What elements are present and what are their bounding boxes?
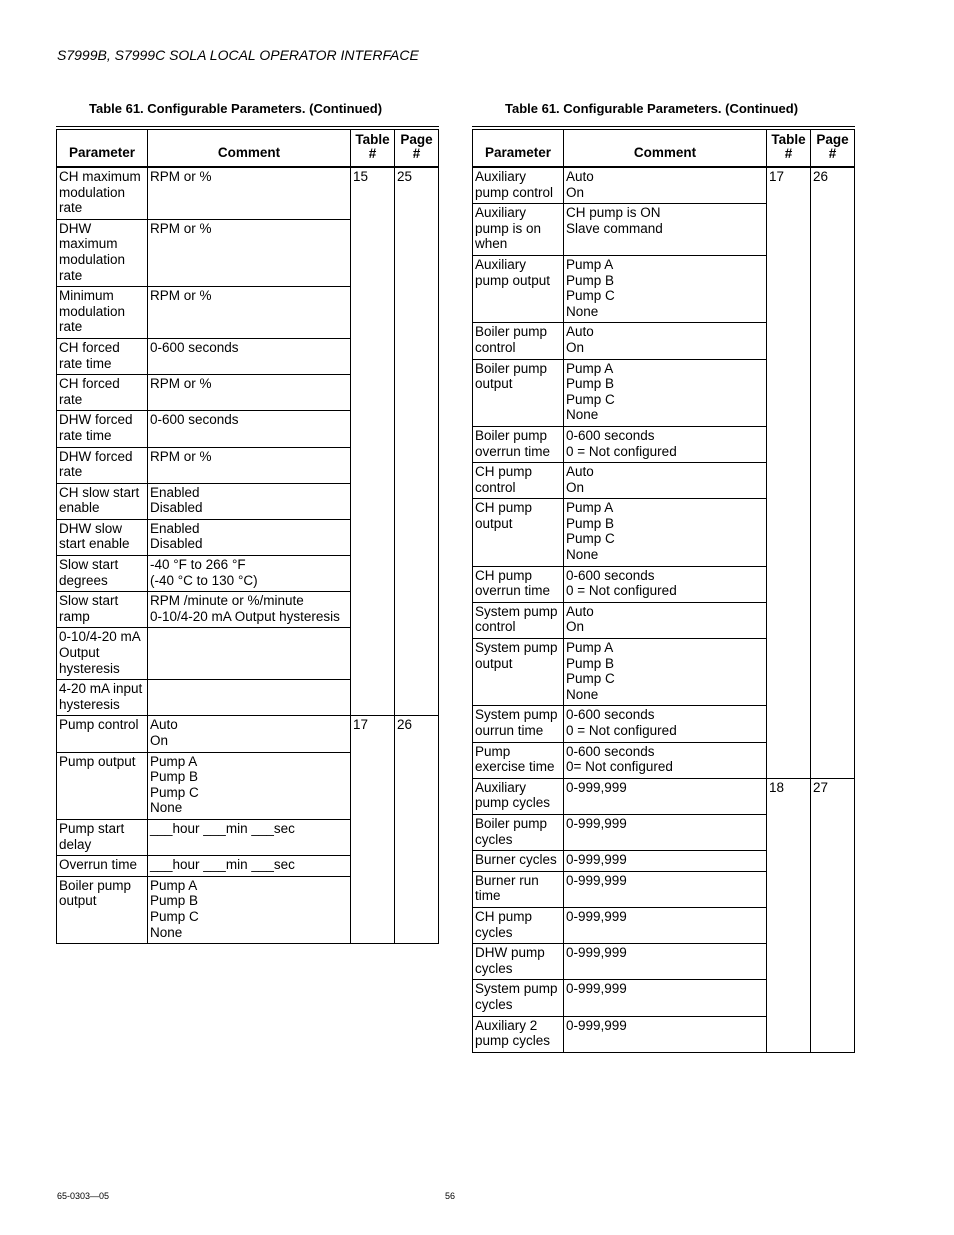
parameter-cell: Pump control [57, 716, 148, 752]
parameter-cell: CH slow start enable [57, 483, 148, 519]
comment-cell: Enabled Disabled [148, 519, 351, 555]
table-caption-left: Table 61. Configurable Parameters. (Continued) [89, 101, 383, 116]
comment-cell: Auto On [148, 716, 351, 752]
page-header: S7999B, S7999C SOLA LOCAL OPERATOR INTERFACE [57, 47, 419, 63]
comment-cell: Pump A Pump B Pump C None [564, 359, 767, 426]
table-number-cell: 17 [351, 716, 395, 944]
col-page-number: Page # [811, 128, 855, 167]
parameter-cell: Auxiliary pump is on when [473, 204, 564, 256]
comment-cell: Auto On [564, 323, 767, 359]
comment-cell: Auto On [564, 167, 767, 204]
comment-cell: ___hour ___min ___sec [148, 819, 351, 855]
parameter-cell: CH pump overrun time [473, 566, 564, 602]
parameter-cell: 4-20 mA input hysteresis [57, 680, 148, 716]
comment-cell: RPM /minute or %/minute 0-10/4-20 mA Output hysteresis [148, 592, 351, 628]
comment-cell: 0-600 seconds 0 = Not configured [564, 426, 767, 462]
table-row [57, 716, 439, 752]
parameter-cell: System pump output [473, 639, 564, 706]
table-header-row [473, 128, 855, 167]
parameter-cell: Boiler pump cycles [473, 814, 564, 850]
parameter-cell: Pump exercise time [473, 742, 564, 778]
parameter-cell: CH pump control [473, 463, 564, 499]
col-comment: Comment [148, 128, 351, 167]
comment-cell: Pump A Pump B Pump C None [564, 255, 767, 322]
parameters-table-left [56, 126, 439, 944]
col-parameter: Parameter [57, 128, 148, 167]
parameter-cell: DHW forced rate time [57, 411, 148, 447]
parameters-table-right [472, 126, 855, 1053]
col-parameter: Parameter [473, 128, 564, 167]
parameter-cell: System pump cycles [473, 980, 564, 1016]
parameter-cell: Boiler pump overrun time [473, 426, 564, 462]
comment-cell: Pump A Pump B Pump C None [148, 876, 351, 943]
comment-cell: 0-600 seconds [148, 411, 351, 447]
comment-cell: 0-600 seconds 0 = Not configured [564, 706, 767, 742]
comment-cell: Enabled Disabled [148, 483, 351, 519]
parameter-cell: Pump start delay [57, 819, 148, 855]
table-header-row [57, 128, 439, 167]
table-caption-right: Table 61. Configurable Parameters. (Continued) [505, 101, 799, 116]
parameter-cell: DHW pump cycles [473, 944, 564, 980]
parameter-cell: Minimum modulation rate [57, 287, 148, 339]
comment-cell: RPM or % [148, 287, 351, 339]
page-number-cell: 26 [811, 167, 855, 778]
comment-cell: Pump A Pump B Pump C None [564, 499, 767, 566]
comment-cell: Pump A Pump B Pump C None [148, 752, 351, 819]
parameter-cell: Pump output [57, 752, 148, 819]
parameter-cell: DHW slow start enable [57, 519, 148, 555]
comment-cell: 0-999,999 [564, 980, 767, 1016]
parameter-cell: CH forced rate time [57, 338, 148, 374]
comment-cell: 0-999,999 [564, 814, 767, 850]
col-page-number: Page # [395, 128, 439, 167]
comment-cell: 0-999,999 [564, 907, 767, 943]
table-number-cell: 17 [767, 167, 811, 778]
comment-cell: 0-999,999 [564, 1016, 767, 1052]
col-table-number: Table # [351, 128, 395, 167]
comment-cell: RPM or % [148, 447, 351, 483]
comment-cell: 0-600 seconds 0= Not configured [564, 742, 767, 778]
parameter-cell: Burner cycles [473, 851, 564, 872]
parameter-cell: DHW forced rate [57, 447, 148, 483]
comment-cell: RPM or % [148, 167, 351, 219]
parameter-cell: 0-10/4-20 mA Output hysteresis [57, 628, 148, 680]
table-row [473, 167, 855, 204]
parameter-cell: CH forced rate [57, 375, 148, 411]
comment-cell: 0-600 seconds 0 = Not configured [564, 566, 767, 602]
comment-cell: RPM or % [148, 375, 351, 411]
parameter-cell: Boiler pump control [473, 323, 564, 359]
comment-cell: ___hour ___min ___sec [148, 856, 351, 877]
comment-cell: -40 °F to 266 °F (-40 °C to 130 °C) [148, 556, 351, 592]
comment-cell: Pump A Pump B Pump C None [564, 639, 767, 706]
comment-cell: 0-999,999 [564, 944, 767, 980]
comment-cell [148, 628, 351, 680]
page-number: 56 [445, 1191, 456, 1201]
table-number-cell: 15 [351, 167, 395, 716]
parameter-cell: Auxiliary 2 pump cycles [473, 1016, 564, 1052]
parameter-cell: Slow start ramp [57, 592, 148, 628]
parameter-cell: DHW maximum modulation rate [57, 219, 148, 286]
parameter-cell: Auxiliary pump cycles [473, 778, 564, 814]
comment-cell: Auto On [564, 463, 767, 499]
comment-cell: 0-600 seconds [148, 338, 351, 374]
parameter-cell: Overrun time [57, 856, 148, 877]
col-table-number: Table # [767, 128, 811, 167]
comment-cell [148, 680, 351, 716]
comment-cell: RPM or % [148, 219, 351, 286]
page-number-cell: 26 [395, 716, 439, 944]
parameter-cell: Auxiliary pump output [473, 255, 564, 322]
parameter-cell: Auxiliary pump control [473, 167, 564, 204]
document-number: 65-0303—05 [57, 1191, 110, 1201]
comment-cell: Auto On [564, 602, 767, 638]
comment-cell: 0-999,999 [564, 871, 767, 907]
parameter-cell: Boiler pump output [473, 359, 564, 426]
comment-cell: 0-999,999 [564, 851, 767, 872]
comment-cell: 0-999,999 [564, 778, 767, 814]
parameter-cell: System pump ourrun time [473, 706, 564, 742]
table-row [57, 167, 439, 219]
parameter-cell: System pump control [473, 602, 564, 638]
parameter-cell: Slow start degrees [57, 556, 148, 592]
parameter-cell: Boiler pump output [57, 876, 148, 943]
parameter-cell: Burner run time [473, 871, 564, 907]
parameter-cell: CH pump cycles [473, 907, 564, 943]
col-comment: Comment [564, 128, 767, 167]
parameter-cell: CH maximum modulation rate [57, 167, 148, 219]
parameter-cell: CH pump output [473, 499, 564, 566]
comment-cell: CH pump is ON Slave command [564, 204, 767, 256]
page-number-cell: 25 [395, 167, 439, 716]
table-number-cell: 18 [767, 778, 811, 1052]
page-number-cell: 27 [811, 778, 855, 1052]
table-row [473, 778, 855, 814]
